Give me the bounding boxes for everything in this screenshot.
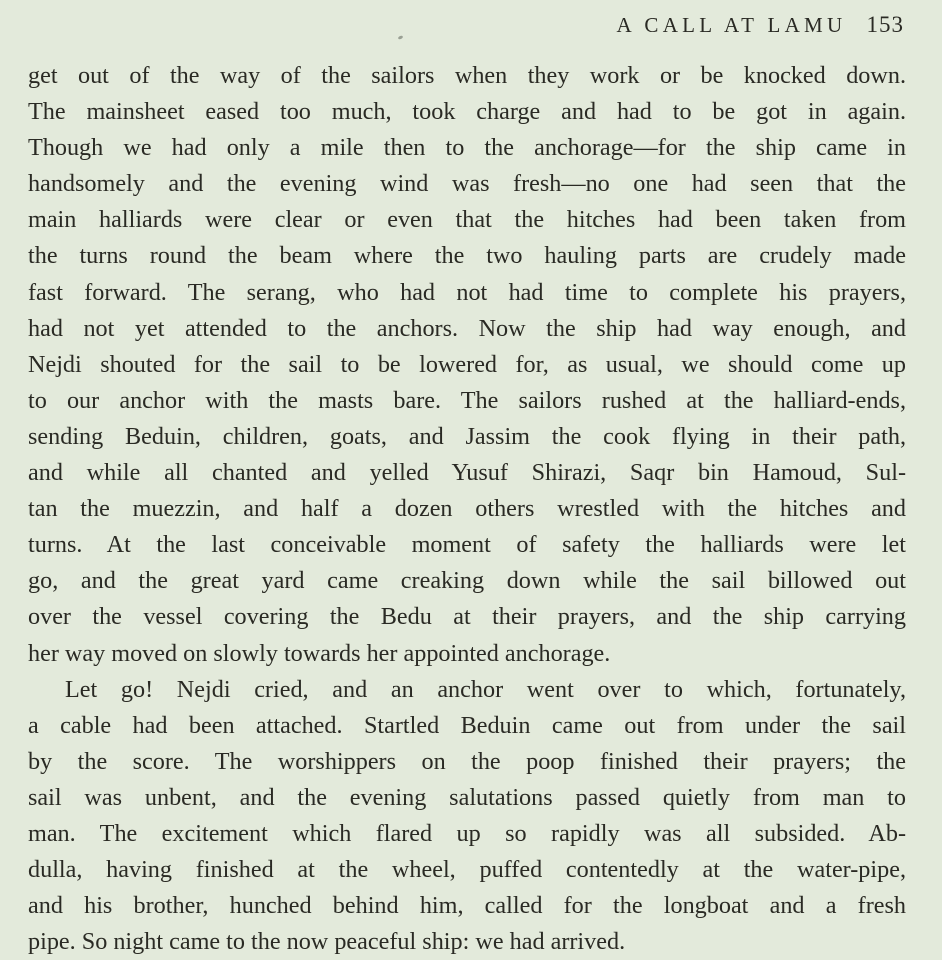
text-line: Though we had only a mile then to the anchorage—for the ship came in	[28, 134, 906, 162]
text-line: turns. At the last conceivable moment of safety the halliards were let	[28, 531, 906, 559]
text-line: man. The excitement which flared up so rapidly was all subsided. Ab-	[28, 819, 906, 847]
text-line: go, and the great yard came creaking down while the sail billowed out	[28, 567, 906, 595]
text-line: The mainsheet eased too much, took charge and had to be got in again.	[28, 98, 906, 126]
chapter-title: A CALL AT LAMU	[616, 13, 847, 37]
text-line: dulla, having finished at the wheel, puffed contentedly at the water-pipe,	[28, 856, 906, 884]
text-line: had not yet attended to the anchors. Now the ship had way enough, and	[28, 314, 906, 342]
text-line: and his brother, hunched behind him, called for the longboat and a fresh	[28, 892, 906, 920]
text-line: Let go! Nejdi cried, and an anchor went over to which, fortunately,	[65, 675, 906, 703]
running-head	[617, 12, 904, 38]
body-text	[28, 58, 906, 960]
text-line: Nejdi shouted for the sail to be lowered for, as usual, we should come up	[28, 350, 906, 378]
page-number: 153	[866, 12, 904, 37]
text-line: sending Beduin, children, goats, and Jassim the cook flying in their path,	[28, 422, 906, 450]
text-line: fast forward. The serang, who had not had time to complete his prayers,	[28, 278, 906, 306]
text-line: tan the muezzin, and half a dozen others wrestled with the hitches and	[28, 495, 906, 523]
scan-speck	[398, 35, 404, 40]
text-line: over the vessel covering the Bedu at their prayers, and the ship carrying	[28, 603, 906, 631]
text-line: by the score. The worshippers on the poop finished their prayers; the	[28, 747, 906, 775]
text-line: to our anchor with the masts bare. The sailors rushed at the halliard-ends,	[28, 386, 906, 414]
text-line: sail was unbent, and the evening salutations passed quietly from man to	[28, 783, 906, 811]
text-line: handsomely and the evening wind was fresh—no one had seen that the	[28, 170, 906, 198]
text-line: pipe. So night came to the now peaceful ship: we had arrived.	[28, 928, 626, 956]
text-line: the turns round the beam where the two hauling parts are crudely made	[28, 242, 906, 270]
text-line: main halliards were clear or even that the hitches had been taken from	[28, 206, 906, 234]
text-line: and while all chanted and yelled Yusuf Shirazi, Saqr bin Hamoud, Sul-	[28, 459, 906, 487]
text-line: her way moved on slowly towards her appointed anchorage.	[28, 639, 611, 667]
text-line: get out of the way of the sailors when they work or be knocked down.	[28, 62, 906, 89]
text-line: a cable had been attached. Startled Beduin came out from under the sail	[28, 711, 906, 739]
